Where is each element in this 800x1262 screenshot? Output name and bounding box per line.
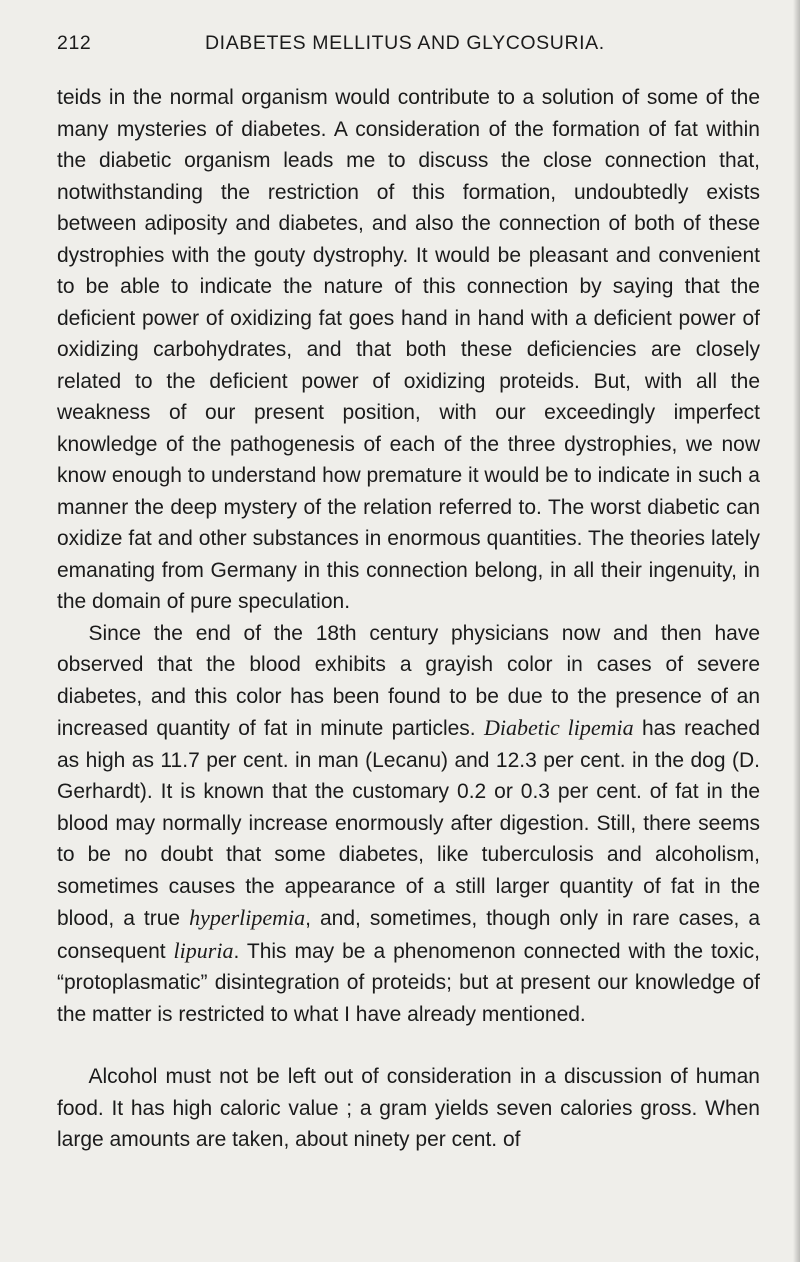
paragraph-2-text-2: has reached as high as 11.7 per cent. in man (Lecanu) and 12.3 per cent. in the dog (D. Gerhardt). It is known that the customary 0.2 or 0.3 per cent. of fat in the blood may normally increase enormously after digestion. Still, there seems to be no doubt that some diabetes, like tuberculosis and alcoholism, sometimes causes the appearance of a still larger quantity of fat in the blood, a true	[57, 717, 761, 930]
page-edge-shadow	[793, 0, 800, 1262]
page-number: 212	[57, 32, 92, 54]
body-text	[57, 82, 760, 1156]
paragraph-2-text-1: Since the end of the 18th century physicians now and then have observed that the blood exhibits a grayish color in cases of severe diabetes, and this color has been found to be due to the presence of an increased quantity of fat in minute particles.	[57, 621, 760, 740]
paragraph-2-text-4: . This may be a phenomenon connected with the toxic, “protoplasmatic” disintegration of proteids; but at present our knowledge of the matter is restricted to what I have already mentioned.	[57, 939, 760, 1026]
paragraph-1: teids in the normal organism would contribute to a solution of some of the many mysteries of diabetes. A consideration of the formation of fat within the diabetic organism leads me to discuss the close connection that, notwithstanding the restriction of this formation, undoubtedly exists between adiposity and diabetes, and also the connection of both of these dystrophies with the gouty dystrophy. It would be pleasant and convenient to be able to indicate the nature of this connection by saying that the deficient power of oxidizing fat goes hand in hand with a deficient power of oxidizing carbohydrates, and that both these deficiencies are closely related to the deficient power of oxidizing proteids. But, with all the weakness of our present position, with our exceedingly imperfect knowledge of the pathogenesis of each of the three dystrophies, we now know enough to understand how premature it would be to indicate in such a manner the deep mystery of the relation referred to. The worst diabetic can oxidize fat and other substances in enormous quantities. The theories lately emanating from Germany in this connection belong, in all their ingenuity, in the domain of pure speculation.	[57, 86, 760, 613]
term-lipuria: lipuria	[173, 937, 234, 963]
paragraph-2-text-3: , and, sometimes, though only in rare cases, a consequent	[57, 907, 761, 963]
paragraph-2	[57, 618, 760, 1031]
term-diabetic-lipemia: Diabetic lipemia	[483, 715, 634, 740]
page-header	[57, 32, 760, 62]
paragraph-3: Alcohol must not be left out of consideration in a discussion of human food. It has high caloric value ; a gram yields seven calories gross. When large amounts are taken, about ninety per cent. of	[57, 1065, 760, 1151]
term-hyperlipemia: hyperlipemia	[189, 905, 306, 930]
running-title: DIABETES MELLITUS AND GLYCOSURIA.	[205, 32, 605, 54]
